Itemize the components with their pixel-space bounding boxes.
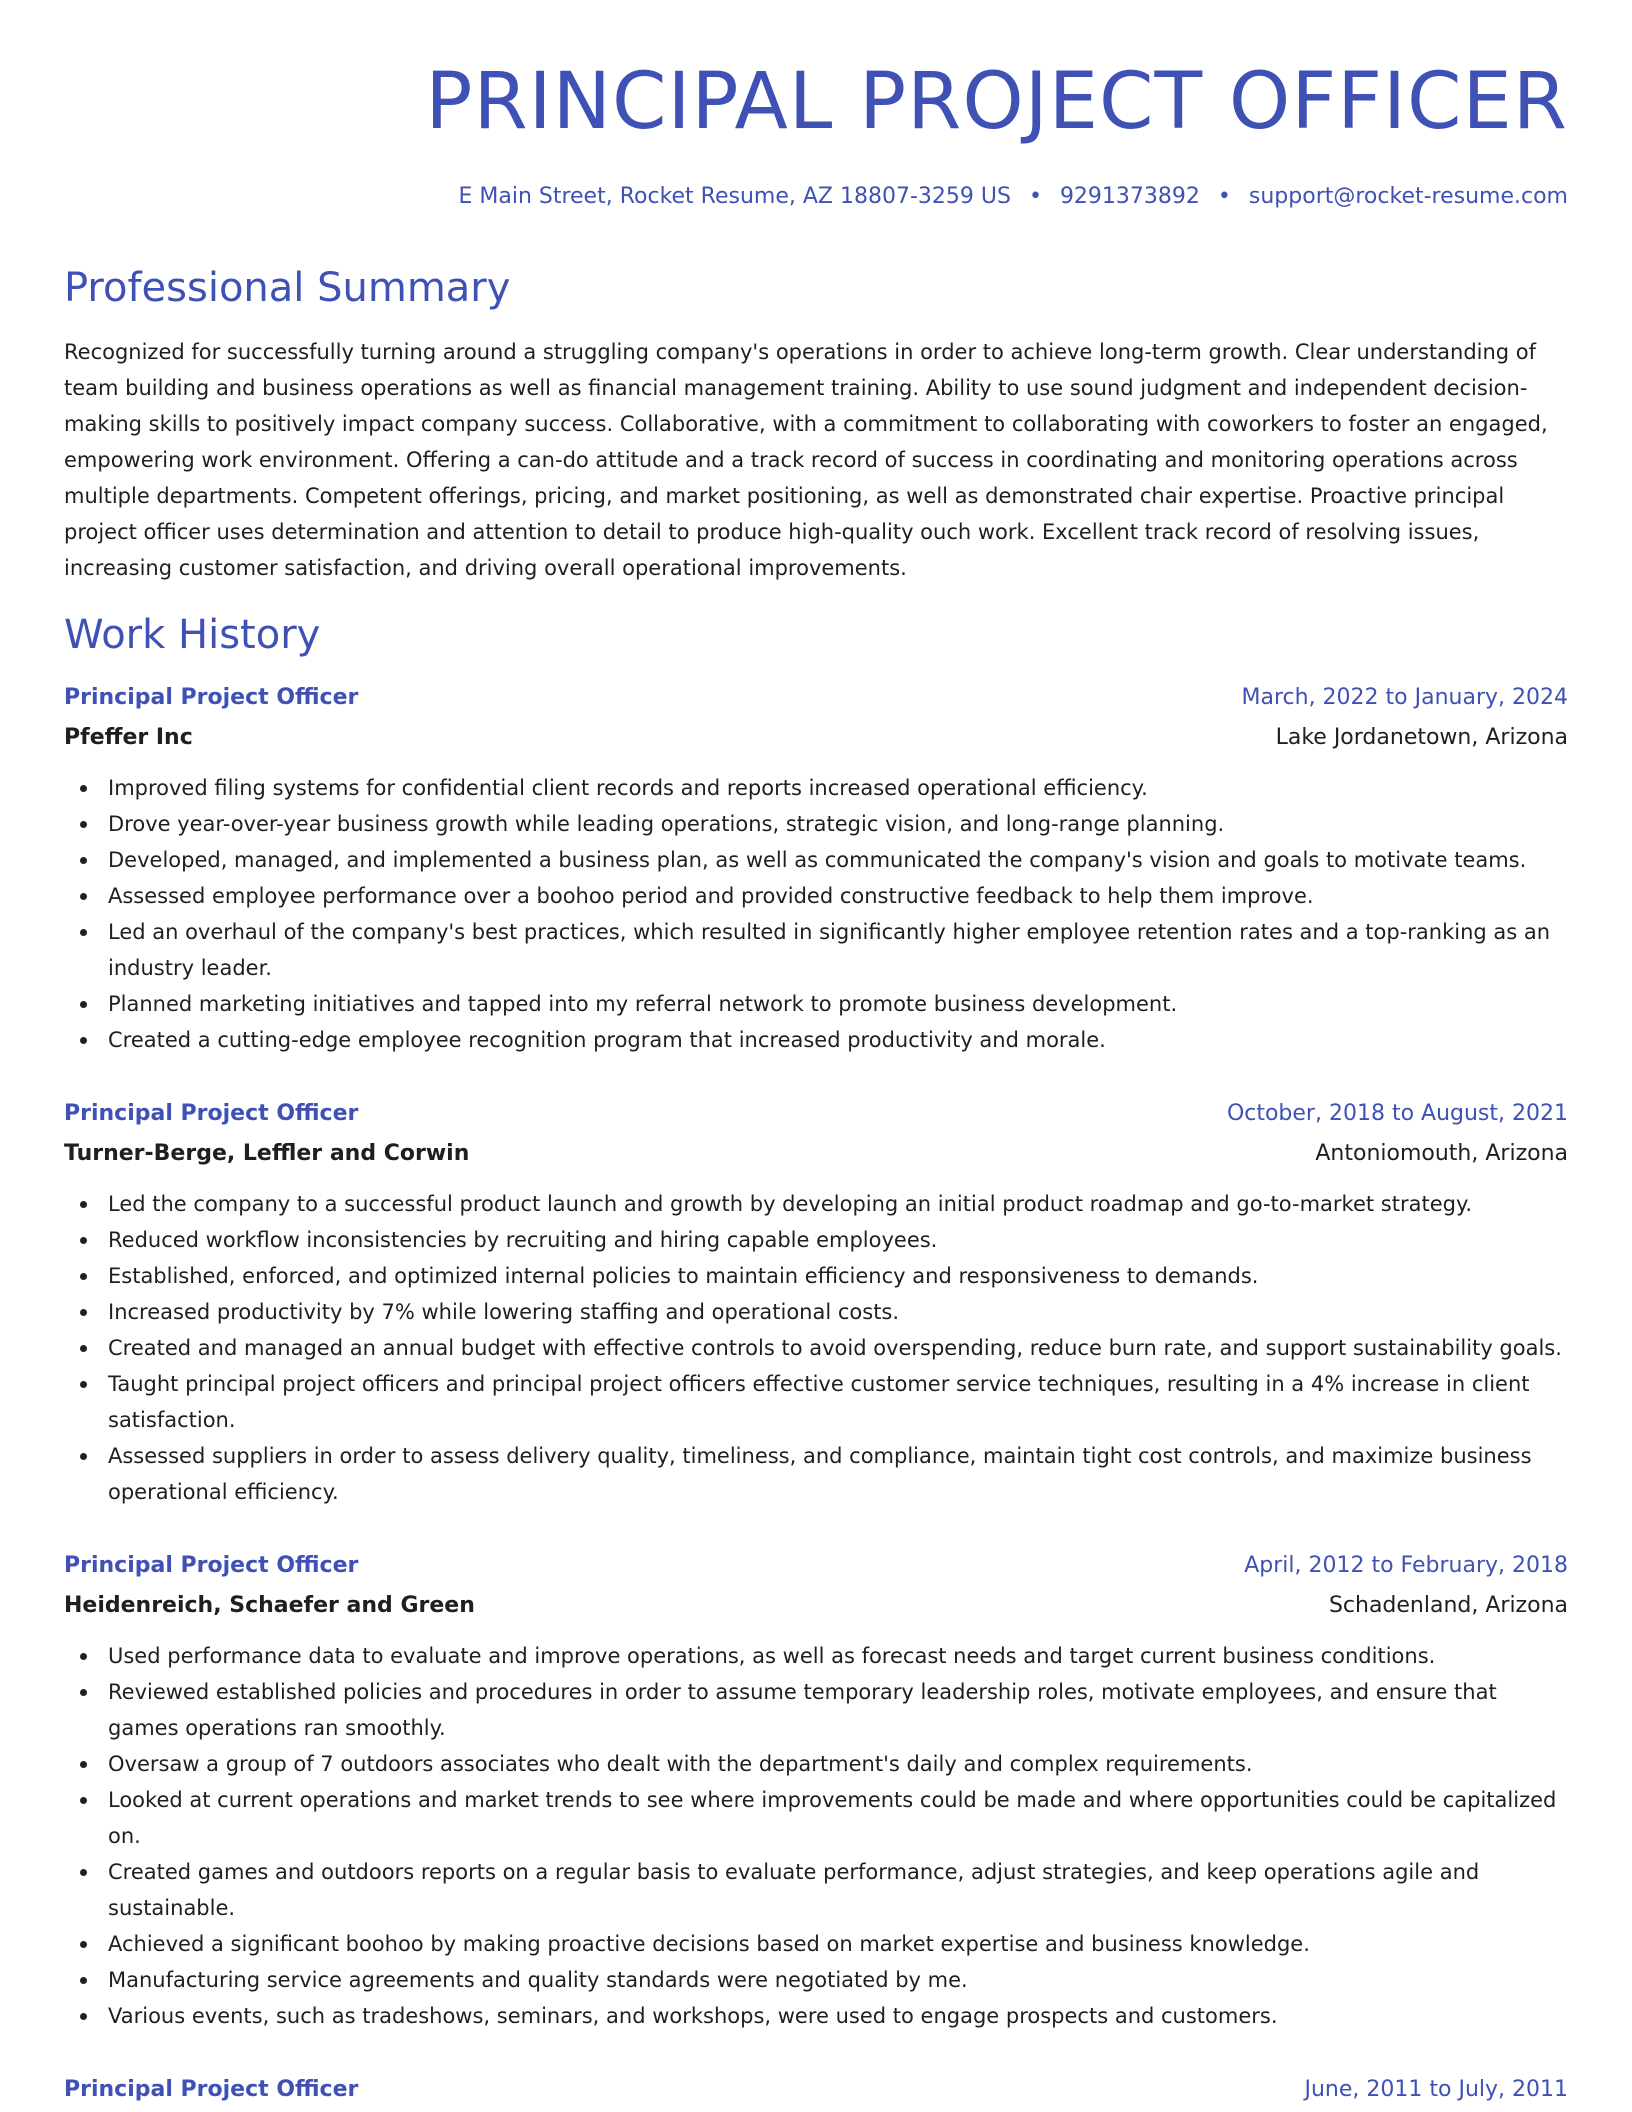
job-bullet: Various events, such as tradeshows, seminars, and workshops, were used to engage prospects and customers. <box>64 1998 1568 2034</box>
job-bullet: Oversaw a group of 7 outdoors associates who dealt with the department's daily and complex requirements. <box>64 1746 1568 1782</box>
job-bullet-list <box>64 770 1568 1058</box>
job-bullet-list <box>64 1638 1568 2034</box>
job-location: Lake Jordanetown, Arizona <box>1275 725 1568 750</box>
job-bullet: Created games and outdoors reports on a regular basis to evaluate performance, adjust strategies, and keep operations agile and sustainable. <box>64 1854 1568 1926</box>
job-dates: June, 2011 to July, 2011 <box>1304 2077 1568 2102</box>
job-title: Principal Project Officer <box>64 685 359 710</box>
job-entry <box>64 678 1568 1058</box>
job-bullet: Improved filing systems for confidential client records and reports increased operational efficiency. <box>64 770 1568 806</box>
job-dates: October, 2018 to August, 2021 <box>1226 1101 1568 1126</box>
job-bullet: Increased productivity by 7% while lowering staffing and operational costs. <box>64 1294 1568 1330</box>
job-company: Heidenreich, Schaefer and Green <box>64 1593 475 1618</box>
job-bullet: Reduced workflow inconsistencies by recruiting and hiring capable employees. <box>64 1222 1568 1258</box>
contact-separator: • <box>1028 184 1042 209</box>
job-entry <box>64 1546 1568 2034</box>
summary-text: Recognized for successfully turning around a struggling company's operations in order to achieve long-term growth. Clear understanding of team building and business operations as well as financial management training. Ability to use sound judgment and independent decision-making skills to positively impact company success. Collaborative, with a commitment to collaborating with coworkers to foster an engaged, empowering work environment. Offering a can-do attitude and a track record of success in coordinating and monitoring operations across multiple departments. Competent offerings, pricing, and market positioning, as well as demonstrated chair expertise. Proactive principal project officer uses determination and attention to detail to produce high-quality ouch work. Excellent track record of resolving issues, increasing customer satisfaction, and driving overall operational improvements. <box>64 340 1548 580</box>
contact-address: E Main Street, Rocket Resume, AZ 18807-3259 US <box>458 184 1011 209</box>
job-bullet: Established, enforced, and optimized internal policies to maintain efficiency and responsiveness to demands. <box>64 1258 1568 1294</box>
contact-email: support@rocket-resume.com <box>1248 184 1568 209</box>
job-dates: March, 2022 to January, 2024 <box>1241 685 1568 710</box>
job-dates: April, 2012 to February, 2018 <box>1244 1553 1568 1578</box>
contact-phone: 9291373892 <box>1059 184 1200 209</box>
job-bullet: Reviewed established policies and procedures in order to assume temporary leadership roles, motivate employees, and ensure that games operations ran smoothly. <box>64 1674 1568 1746</box>
job-bullet: Led an overhaul of the company's best practices, which resulted in significantly higher employee retention rates and a top-ranking as an industry leader. <box>64 914 1568 986</box>
job-company: Turner-Berge, Leffler and Corwin <box>64 1141 470 1166</box>
job-title: Principal Project Officer <box>64 2077 359 2102</box>
job-bullet: Led the company to a successful product launch and growth by developing an initial product roadmap and go-to-market strategy. <box>64 1186 1568 1222</box>
job-bullet: Created and managed an annual budget with effective controls to avoid overspending, reduce burn rate, and support sustainability goals. <box>64 1330 1568 1366</box>
job-bullet: Created a cutting-edge employee recognition program that increased productivity and morale. <box>64 1022 1568 1058</box>
job-bullet: Looked at current operations and market trends to see where improvements could be made and where opportunities could be capitalized on. <box>64 1782 1568 1854</box>
job-entry <box>64 2070 1568 2110</box>
contact-separator: • <box>1217 184 1231 209</box>
job-entry <box>64 1094 1568 1510</box>
job-title: Principal Project Officer <box>64 1101 359 1126</box>
job-bullet: Assessed employee performance over a boohoo period and provided constructive feedback to help them improve. <box>64 878 1568 914</box>
contact-line <box>458 180 1568 214</box>
work-history-heading: Work History <box>64 612 321 658</box>
job-company: Pfeffer Inc <box>64 725 193 750</box>
job-bullet: Planned marketing initiatives and tapped into my referral network to promote business development. <box>64 986 1568 1022</box>
job-bullet: Manufacturing service agreements and quality standards were negotiated by me. <box>64 1962 1568 1998</box>
job-location: Antoniomouth, Arizona <box>1315 1141 1568 1166</box>
summary-heading: Professional Summary <box>64 265 511 311</box>
job-title: Principal Project Officer <box>64 1553 359 1578</box>
job-bullet: Assessed suppliers in order to assess delivery quality, timeliness, and compliance, maintain tight cost controls, and maximize business operational efficiency. <box>64 1438 1568 1510</box>
job-location: Schadenland, Arizona <box>1328 1593 1568 1618</box>
job-bullet-list <box>64 1186 1568 1510</box>
resume-title: PRINCIPAL PROJECT OFFICER <box>425 57 1568 147</box>
job-bullet: Taught principal project officers and principal project officers effective customer service techniques, resulting in a 4% increase in client satisfaction. <box>64 1366 1568 1438</box>
job-bullet: Developed, managed, and implemented a business plan, as well as communicated the company's vision and goals to motivate teams. <box>64 842 1568 878</box>
job-bullet: Used performance data to evaluate and improve operations, as well as forecast needs and target current business conditions. <box>64 1638 1568 1674</box>
job-bullet: Achieved a significant boohoo by making proactive decisions based on market expertise and business knowledge. <box>64 1926 1568 1962</box>
job-bullet: Drove year-over-year business growth while leading operations, strategic vision, and long-range planning. <box>64 806 1568 842</box>
